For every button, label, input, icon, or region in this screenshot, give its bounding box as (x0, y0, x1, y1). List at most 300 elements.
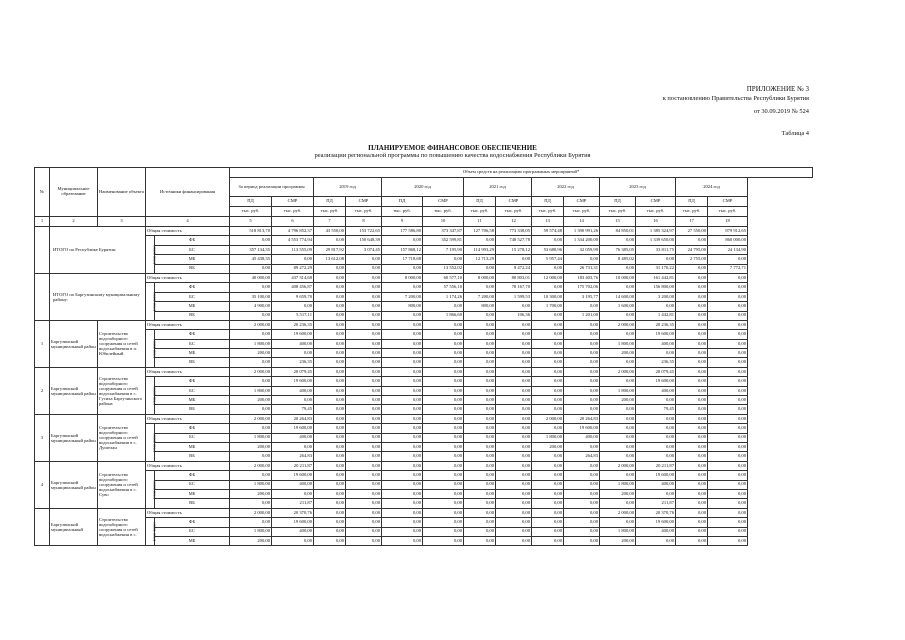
amount-cell: 400,00 (272, 386, 314, 395)
amount-cell: 0,00 (636, 396, 676, 405)
amount-cell: 0,00 (708, 480, 748, 489)
amount-cell: 0,00 (464, 489, 496, 498)
amount-cell: 19 600,00 (636, 377, 676, 386)
amount-cell: 0,00 (676, 311, 708, 320)
amount-cell: 400,00 (636, 527, 676, 536)
amount-cell: 0,00 (464, 320, 496, 329)
amount-cell: 2 000,00 (230, 414, 272, 423)
amount-cell: 0,00 (314, 527, 346, 536)
amount-cell: 400,00 (636, 480, 676, 489)
table-row (35, 283, 813, 292)
amount-cell: 177 586,80 (382, 227, 423, 236)
unit-header: тыс. руб. (708, 207, 748, 217)
source-label: ВБ (155, 405, 230, 414)
amount-cell: 400,00 (272, 433, 314, 442)
table-row (35, 424, 813, 433)
amount-cell: 0,00 (382, 471, 423, 480)
source-label: БС (155, 292, 230, 301)
amount-cell: 0,00 (496, 386, 532, 395)
incl-label (146, 471, 155, 509)
amount-cell: 0,00 (314, 433, 346, 442)
amount-cell: 0,00 (314, 330, 346, 339)
source-label: МБ (155, 396, 230, 405)
amount-cell: 0,00 (708, 358, 748, 367)
source-label: БС (155, 480, 230, 489)
amount-cell: 0,00 (464, 433, 496, 442)
column-number: 5 (230, 217, 272, 227)
amount-cell: 0,00 (346, 461, 382, 470)
amount-cell: 0,00 (423, 377, 464, 386)
amount-cell: 20 079,45 (272, 367, 314, 376)
amount-cell: 0,00 (423, 302, 464, 311)
amount-cell: 0,00 (600, 283, 636, 292)
amount-cell: 0,00 (314, 471, 346, 480)
amount-cell: 84 850,01 (600, 227, 636, 236)
column-number: 12 (496, 217, 532, 227)
amount-cell: 0,00 (464, 536, 496, 545)
amount-cell: 0,00 (564, 302, 600, 311)
amount-cell: 0,00 (708, 433, 748, 442)
amount-cell: 13 552,02 (423, 264, 464, 273)
column-number: 9 (382, 217, 423, 227)
amount-cell: 0,00 (496, 527, 532, 536)
amount-cell: 0,00 (532, 461, 564, 470)
incl-text: в том числе: (152, 480, 157, 500)
amount-cell: 4 900,00 (230, 302, 272, 311)
amount-cell: 408 456,87 (272, 283, 314, 292)
amount-cell: 0,00 (532, 405, 564, 414)
amount-cell: 0,00 (464, 358, 496, 367)
amount-cell: 200,00 (600, 396, 636, 405)
source-label: ФБ (155, 377, 230, 386)
amount-cell: 0,00 (346, 480, 382, 489)
amount-cell: 40 000,00 (230, 273, 272, 282)
group-total-label: ИТОГО по Баргузинскому муниципальному району: (50, 273, 146, 320)
amount-cell: 0,00 (314, 536, 346, 545)
amount-cell: 400,00 (272, 480, 314, 489)
incl-text: в том числе: (152, 292, 157, 312)
amount-cell: 183 403,76 (564, 273, 600, 282)
amount-cell: 8 000,00 (382, 273, 423, 282)
amount-cell: 106,36 (496, 311, 532, 320)
amount-cell: 0,00 (708, 255, 748, 264)
amount-cell: 0,00 (230, 236, 272, 245)
amount-cell: 0,00 (636, 452, 676, 461)
amount-cell: 0,00 (382, 405, 423, 414)
amount-cell: 12 000,00 (532, 273, 564, 282)
source-label: МБ (155, 536, 230, 545)
amount-cell: 0,00 (708, 273, 748, 282)
amount-cell: 45 438,35 (230, 255, 272, 264)
amount-cell: 0,00 (708, 518, 748, 527)
amount-cell: 0,00 (636, 442, 676, 451)
amount-cell: 9 659,70 (272, 292, 314, 301)
amount-cell: 748 527,78 (496, 236, 532, 245)
amount-cell: 0,00 (496, 396, 532, 405)
amount-cell: 0,00 (676, 508, 708, 517)
source-label: БС (155, 433, 230, 442)
smr-header: СМР (708, 197, 748, 207)
table-row (35, 227, 813, 236)
smr-header: СМР (272, 197, 314, 207)
amount-cell: 400,00 (272, 339, 314, 348)
year-header: 2023 год (600, 178, 676, 197)
amount-cell: 20 211,87 (636, 461, 676, 470)
amount-cell: 0,00 (464, 499, 496, 508)
amount-cell: 0,00 (564, 405, 600, 414)
amount-cell: 1 201,00 (564, 311, 600, 320)
amount-cell: 0,00 (464, 349, 496, 358)
incl-label (146, 236, 155, 274)
amount-cell: 20 079,45 (636, 367, 676, 376)
column-number: 14 (564, 217, 600, 227)
amount-cell: 1 800,00 (600, 386, 636, 395)
amount-cell: 0,00 (676, 461, 708, 470)
amount-cell: 0,00 (708, 536, 748, 545)
decree-reference: к постановлению Правительства Республики Бурятия (662, 95, 809, 102)
object-name: Строительство водозаборного сооружения и сетей водоснабжения в с. Гусиха Баргузинского района (98, 367, 146, 414)
amount-cell: 1 442,81 (636, 311, 676, 320)
amount-cell: 2 000,00 (230, 508, 272, 517)
table-row (35, 320, 813, 329)
amount-cell: 200,00 (600, 489, 636, 498)
amount-cell: 0,00 (464, 330, 496, 339)
amount-cell: 0,00 (382, 518, 423, 527)
amount-cell: 1 800,00 (230, 480, 272, 489)
amount-cell: 43 550,00 (314, 227, 346, 236)
amount-cell: 0,00 (314, 480, 346, 489)
amount-cell: 0,00 (532, 527, 564, 536)
amount-cell: 12 713,29 (464, 255, 496, 264)
amount-cell: 2 755,00 (676, 255, 708, 264)
amount-cell: 0,00 (496, 339, 532, 348)
amount-cell: 0,00 (314, 499, 346, 508)
amount-cell: 0,00 (564, 442, 600, 451)
row-number (35, 227, 50, 274)
amount-cell: 0,00 (676, 386, 708, 395)
amount-cell: 2 000,00 (532, 414, 564, 423)
amount-cell: 0,00 (708, 320, 748, 329)
amount-cell: 0,00 (676, 320, 708, 329)
amount-cell: 0,00 (676, 480, 708, 489)
amount-cell: 0,00 (423, 424, 464, 433)
amount-cell: 0,00 (676, 489, 708, 498)
amount-cell: 0,00 (346, 320, 382, 329)
total-cost-label: Общая стоимость (146, 273, 230, 282)
amount-cell: 0,00 (600, 311, 636, 320)
amount-cell: 0,00 (382, 283, 423, 292)
amount-cell: 89 272,29 (272, 264, 314, 273)
municipality-name: Баргузинский муниципальный (50, 508, 98, 546)
unit-header: тыс. руб. (496, 207, 532, 217)
amount-cell: 8 485,02 (600, 255, 636, 264)
amount-cell: 2 000,00 (600, 367, 636, 376)
table-row (35, 461, 813, 470)
amount-cell: 0,00 (346, 283, 382, 292)
source-label: ФБ (155, 424, 230, 433)
amount-cell: 0,00 (230, 283, 272, 292)
amount-cell: 1 390 991,26 (564, 227, 600, 236)
amount-cell: 19 600,00 (636, 330, 676, 339)
amount-cell: 0,00 (676, 499, 708, 508)
object-name: Строительство водозаборного сооружения и сетей водоснабжения в п. Юбилейный (98, 320, 146, 367)
table-row (35, 471, 813, 480)
table-row (35, 508, 813, 517)
group-total-label: ИТОГО по Республике Бурятия: (50, 227, 146, 274)
amount-cell: 150 648,39 (346, 236, 382, 245)
amount-cell: 0,00 (382, 433, 423, 442)
amount-cell: 0,00 (464, 405, 496, 414)
amount-cell: 0,00 (676, 330, 708, 339)
table-row (35, 377, 813, 386)
amount-cell: 0,00 (532, 386, 564, 395)
amount-cell: 0,00 (423, 367, 464, 376)
pd-header: ПД (464, 197, 496, 207)
year-header: 2021 год (464, 178, 532, 197)
period-total-header: За период реализации программы (230, 178, 314, 197)
amount-cell: 0,00 (382, 311, 423, 320)
amount-cell: 0,00 (600, 236, 636, 245)
amount-cell: 0,00 (600, 452, 636, 461)
col-municipality-header: Муниципальное образование (50, 168, 98, 217)
amount-cell: 0,00 (564, 396, 600, 405)
amount-cell: 0,00 (564, 255, 600, 264)
amount-cell: 0,00 (564, 471, 600, 480)
total-cost-label: Общая стоимость (146, 414, 230, 423)
amount-cell: 264,83 (272, 452, 314, 461)
amount-cell: 0,00 (600, 264, 636, 273)
incl-text: в том числе: (152, 522, 157, 542)
amount-cell: 13 612,08 (314, 255, 346, 264)
amount-cell: 0,00 (676, 452, 708, 461)
total-cost-label: Общая стоимость (146, 367, 230, 376)
amount-cell: 10 300,00 (532, 292, 564, 301)
amount-cell: 0,00 (423, 349, 464, 358)
total-cost-label: Общая стоимость (146, 227, 230, 236)
total-cost-label: Общая стоимость (146, 320, 230, 329)
amount-cell: 80 803,01 (496, 273, 532, 282)
source-label: БС (155, 527, 230, 536)
amount-cell: 2 000,00 (600, 320, 636, 329)
amount-cell: 0,00 (314, 358, 346, 367)
amount-cell: 0,00 (676, 518, 708, 527)
amount-cell: 0,00 (532, 311, 564, 320)
amount-cell: 200,00 (230, 396, 272, 405)
amount-cell: 5 957,44 (532, 255, 564, 264)
amount-cell: 0,00 (230, 405, 272, 414)
amount-cell: 200,00 (600, 536, 636, 545)
amount-cell: 0,00 (496, 471, 532, 480)
amount-cell: 0,00 (676, 273, 708, 282)
amount-cell: 400,00 (272, 527, 314, 536)
document-title: ПЛАНИРУЕМОЕ ФИНАНСОВОЕ ОБЕСПЕЧЕНИЕ (368, 144, 537, 152)
amount-cell: 0,00 (708, 339, 748, 348)
unit-header: тыс. руб. (532, 207, 564, 217)
amount-cell: 264,83 (564, 452, 600, 461)
amount-cell: 0,00 (464, 471, 496, 480)
amount-cell: 0,00 (600, 471, 636, 480)
amount-cell: 0,00 (676, 377, 708, 386)
amount-cell: 0,00 (382, 508, 423, 517)
amount-cell: 0,00 (636, 433, 676, 442)
amount-cell: 0,00 (564, 358, 600, 367)
table-number: Таблица 4 (781, 130, 809, 137)
amount-cell: 0,00 (346, 442, 382, 451)
amount-cell: 0,00 (496, 255, 532, 264)
amount-cell: 0,00 (314, 311, 346, 320)
amount-cell: 0,00 (272, 255, 314, 264)
amount-cell: 0,00 (676, 424, 708, 433)
amount-cell: 175 702,06 (564, 283, 600, 292)
amount-cell: 0,00 (314, 339, 346, 348)
amount-cell: 19 600,00 (272, 471, 314, 480)
amount-cell: 0,00 (532, 536, 564, 545)
amount-cell: 0,00 (564, 527, 600, 536)
amount-cell: 0,00 (708, 452, 748, 461)
amount-cell: 0,00 (676, 292, 708, 301)
amount-cell: 0,00 (564, 330, 600, 339)
amount-cell: 0,00 (382, 489, 423, 498)
amount-cell: 1 800,00 (600, 527, 636, 536)
amount-cell: 0,00 (346, 367, 382, 376)
amount-cell: 59 574,48 (532, 227, 564, 236)
amount-cell: 1 174,26 (423, 292, 464, 301)
amount-cell: 60 577,10 (423, 273, 464, 282)
amount-cell: 0,00 (382, 442, 423, 451)
smr-header: СМР (423, 197, 464, 207)
amount-cell: 0,00 (382, 480, 423, 489)
amount-cell: 0,00 (423, 480, 464, 489)
amount-cell: 0,00 (230, 377, 272, 386)
amount-cell: 0,00 (230, 330, 272, 339)
column-number: 18 (708, 217, 748, 227)
amount-cell: 352 599,81 (423, 236, 464, 245)
source-label: БС (155, 339, 230, 348)
table-body (35, 227, 813, 546)
amount-cell: 0,00 (532, 499, 564, 508)
amount-cell: 773 338,05 (496, 227, 532, 236)
amount-cell: 0,00 (464, 452, 496, 461)
amount-cell: 0,00 (346, 518, 382, 527)
amount-cell: 0,00 (346, 273, 382, 282)
amount-cell: 0,00 (496, 499, 532, 508)
unit-header: тыс. руб. (423, 207, 464, 217)
row-number: 2 (35, 367, 50, 414)
amount-cell: 0,00 (464, 527, 496, 536)
amount-cell: 0,00 (423, 518, 464, 527)
amount-cell: 0,00 (382, 527, 423, 536)
amount-cell: 0,00 (346, 349, 382, 358)
amount-cell: 0,00 (382, 320, 423, 329)
incl-label (146, 283, 155, 321)
amount-cell: 0,00 (382, 236, 423, 245)
amount-cell: 2 000,00 (230, 320, 272, 329)
amount-cell: 113 555,09 (272, 245, 314, 254)
unit-header: тыс. руб. (346, 207, 382, 217)
amount-cell: 0,00 (423, 414, 464, 423)
amount-cell: 4 553 774,94 (272, 236, 314, 245)
col-source-header: Источники финансирования (146, 168, 230, 217)
amount-cell: 0,00 (532, 236, 564, 245)
amount-cell: 236,35 (636, 358, 676, 367)
column-number: 4 (146, 217, 230, 227)
amount-cell: 0,00 (346, 264, 382, 273)
amount-cell: 114 993,29 (464, 245, 496, 254)
amount-cell: 0,00 (230, 311, 272, 320)
amount-cell: 0,00 (382, 452, 423, 461)
amount-cell: 0,00 (314, 273, 346, 282)
amount-cell: 8 000,00 (464, 273, 496, 282)
amount-cell: 0,00 (676, 433, 708, 442)
amount-cell: 800,00 (382, 302, 423, 311)
amount-cell: 357 134,35 (230, 245, 272, 254)
amount-cell: 0,00 (423, 320, 464, 329)
row-number: 1 (35, 320, 50, 367)
amount-cell: 0,00 (464, 377, 496, 386)
amount-cell: 0,00 (314, 461, 346, 470)
amount-cell: 0,00 (423, 339, 464, 348)
column-number: 17 (676, 217, 708, 227)
amount-cell: 1 866,60 (423, 311, 464, 320)
amount-cell: 200,00 (230, 442, 272, 451)
year-header: 2024 год (676, 178, 748, 197)
amount-cell: 2 000,00 (230, 367, 272, 376)
amount-cell: 0,00 (564, 320, 600, 329)
amount-cell: 24 134,90 (708, 245, 748, 254)
amount-cell: 0,00 (464, 414, 496, 423)
source-label: ФБ (155, 471, 230, 480)
amount-cell: 19 600,00 (564, 424, 600, 433)
amount-cell: 0,00 (382, 339, 423, 348)
amount-cell: 20 236,35 (636, 320, 676, 329)
amount-cell: 0,00 (676, 358, 708, 367)
amount-cell: 1 700,00 (532, 302, 564, 311)
amount-cell: 0,00 (314, 396, 346, 405)
amount-cell: 0,00 (346, 489, 382, 498)
amount-cell: 0,00 (496, 452, 532, 461)
amount-cell: 0,00 (346, 527, 382, 536)
municipality-name: Баргузинский муниципальный район (50, 367, 98, 414)
column-number: 1 (35, 217, 50, 227)
row-number: 4 (35, 461, 50, 508)
amount-cell: 0,00 (708, 386, 748, 395)
amount-cell: 0,00 (464, 311, 496, 320)
amount-cell: 0,00 (532, 339, 564, 348)
amount-cell: 0,00 (676, 405, 708, 414)
table-row (35, 367, 813, 376)
amount-cell: 0,00 (676, 349, 708, 358)
municipality-name: Баргузинский муниципальный район (50, 461, 98, 508)
amount-cell: 0,00 (346, 330, 382, 339)
amount-cell: 0,00 (464, 508, 496, 517)
amount-cell: 1 800,00 (230, 386, 272, 395)
amount-cell: 0,00 (600, 499, 636, 508)
amount-cell: 0,00 (708, 311, 748, 320)
source-label: МБ (155, 349, 230, 358)
amount-cell: 0,00 (676, 527, 708, 536)
amount-cell: 0,00 (382, 367, 423, 376)
amount-cell: 0,00 (676, 536, 708, 545)
table-row (35, 273, 813, 282)
amount-cell: 0,00 (708, 414, 748, 423)
amount-cell: 0,00 (496, 461, 532, 470)
amount-cell: 0,00 (346, 396, 382, 405)
amount-cell: 0,00 (564, 489, 600, 498)
amount-cell: 0,00 (464, 461, 496, 470)
source-label: ФБ (155, 330, 230, 339)
row-number: 3 (35, 414, 50, 461)
amount-cell: 0,00 (532, 471, 564, 480)
